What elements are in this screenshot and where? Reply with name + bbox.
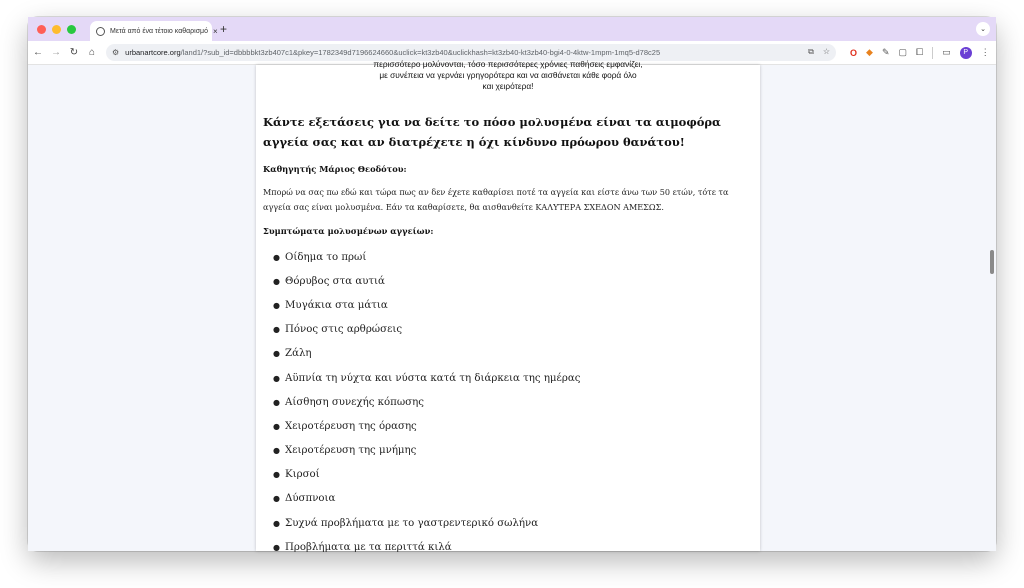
article-column [256, 59, 760, 553]
page-viewport [28, 59, 996, 553]
list-item [273, 439, 580, 463]
list-item [273, 414, 580, 438]
list-item [273, 245, 580, 269]
translate-icon[interactable]: ⧉ [808, 47, 814, 56]
intro-line: περισσότερο μολύνονται, τόσο περισσότερες χρόνιες παθήσεις εμφανίζει, [373, 59, 643, 69]
square-extension-icon[interactable]: ▢ [898, 47, 907, 57]
metamask-fox-icon[interactable]: ◆ [866, 47, 873, 57]
page-scrollbar[interactable] [990, 250, 994, 274]
opera-icon[interactable]: O [850, 47, 858, 58]
symptom-text: Δύσπνοια [285, 493, 336, 505]
symptom-text: Αίσθηση συνεχής κόπωσης [285, 396, 424, 408]
symptom-text: Κιρσοί [285, 469, 320, 481]
toolbar-divider [932, 47, 933, 59]
bullet-icon: ● [273, 470, 280, 480]
url-host: urbanartcore.org [125, 48, 181, 57]
profile-avatar[interactable]: P [960, 47, 972, 59]
list-item [273, 487, 580, 511]
bullet-icon: ● [273, 518, 280, 528]
tab-close-button[interactable]: × [212, 26, 218, 36]
symptom-list [273, 245, 580, 559]
bookmark-star-icon[interactable]: ☆ [822, 47, 830, 56]
new-tab-button[interactable]: + [220, 22, 228, 36]
url-path: /land1/?sub_id=dbbbbkt3zb407c1&pkey=1782349d7196624660&uclick=kt3zb40&uclickhash=kt3zb40-kt3zb40-bgi4-0-4ktw-1mpm-1mq5-d78c25 [180, 48, 661, 57]
reload-icon[interactable]: ↻ [69, 47, 79, 58]
minimize-window-button[interactable] [52, 25, 61, 34]
symptoms-heading: Συμπτώματα μολυσμένων αγγείων: [263, 226, 434, 236]
symptom-text: Θόρυβος στα αυτιά [285, 275, 385, 287]
extensions-area [850, 47, 990, 59]
bullet-icon: ● [273, 373, 280, 383]
bullet-icon: ● [273, 276, 280, 286]
symptom-text: Πόνος στις αρθρώσεις [285, 324, 403, 336]
author-name: Καθηγητής Μάριος Θεοδότου: [263, 164, 407, 174]
symptom-text: Οίδημα το πρωί [285, 251, 367, 263]
list-item [273, 535, 580, 559]
zoom-window-button[interactable] [67, 25, 76, 34]
intro-line: και χειρότερα! [482, 81, 534, 91]
tab-title: Μετά από ένα τέτοιο καθαρισμό [110, 27, 208, 35]
tab-search-button[interactable]: ⌄ [976, 22, 990, 36]
list-item [273, 366, 580, 390]
back-arrow-icon[interactable]: ← [33, 47, 43, 58]
bullet-icon: ● [273, 446, 280, 456]
bullet-icon: ● [273, 494, 280, 504]
close-window-button[interactable] [37, 25, 46, 34]
tab-active[interactable] [90, 21, 218, 41]
forward-arrow-icon[interactable]: → [51, 47, 61, 58]
symptom-text: Συχνά προβλήματα με το γαστρεντερικό σωλήνα [285, 517, 539, 529]
list-item [273, 511, 580, 535]
bullet-icon: ● [273, 300, 280, 310]
more-menu-icon[interactable]: ⋮ [980, 47, 990, 57]
symptom-text: Ζάλη [285, 348, 312, 360]
article-paragraph: Μπορώ να σας πω εδώ και τώρα πως αν δεν έχετε καθαρίσει ποτέ τα αγγεία και είστε άνω των 50 ετών, τότε τα αγγεία σας είναι μολυσμένα. Εάν τα καθαρίσετε, θα αισθανθείτε ΚΑΛΥΤΕΡΑ ΣΧΕΔΟΝ ΑΜΕΣΩΣ. [263, 187, 729, 212]
symptom-text: Χειροτέρευση της όρασης [285, 420, 417, 432]
intro-text [256, 59, 760, 92]
article-headline: Κάντε εξετάσεις για να δείτε το πόσο μολυσμένα είναι τα αιμοφόρα αγγεία σας και αν διατρέχετε η όχι κίνδυνο πρόωρου θανάτου! [263, 115, 721, 149]
puzzle-extensions-icon[interactable]: ⧠ [916, 47, 924, 57]
bullet-icon: ● [273, 542, 280, 552]
list-item [273, 269, 580, 293]
globe-icon [96, 27, 105, 36]
bullet-icon: ● [273, 397, 280, 407]
symptom-text: Χειροτέρευση της μνήμης [285, 445, 417, 457]
cast-icon[interactable]: ▭ [942, 47, 951, 57]
symptom-text: Αϋπνία τη νύχτα και νύστα κατά τη διάρκεια της ημέρας [285, 372, 581, 384]
bullet-icon: ● [273, 252, 280, 262]
bullet-icon: ● [273, 421, 280, 431]
bullet-icon: ● [273, 349, 280, 359]
browser-window [28, 17, 996, 551]
list-item [273, 293, 580, 317]
list-item [273, 318, 580, 342]
list-item [273, 342, 580, 366]
window-controls [37, 25, 76, 34]
tab-bar [28, 17, 996, 41]
site-settings-icon[interactable]: ⚙ [112, 48, 120, 57]
list-item [273, 463, 580, 487]
list-item [273, 390, 580, 414]
intro-line: με συνέπεια να γερνάει γρηγορότερα και να αισθάνεται κάθε φορά όλο [379, 70, 637, 80]
symptom-text: Προβλήματα με τα περιττά κιλά [285, 541, 452, 553]
url-text [125, 48, 660, 57]
omnibox-actions [808, 47, 830, 57]
bullet-icon: ● [273, 325, 280, 335]
symptom-text: Μυγάκια στα μάτια [285, 299, 388, 311]
pen-extension-icon[interactable]: ✎ [881, 47, 890, 57]
home-icon[interactable]: ⌂ [88, 47, 96, 58]
